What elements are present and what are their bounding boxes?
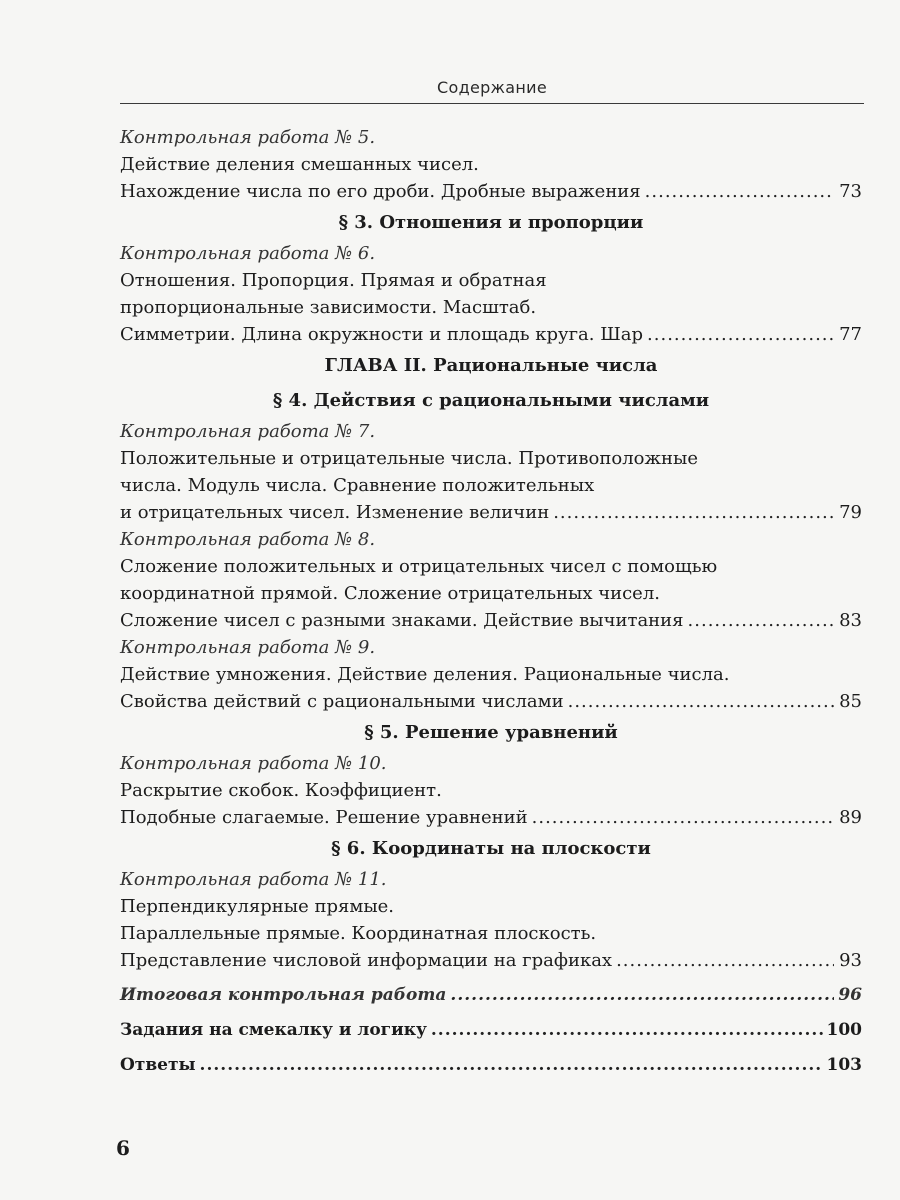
dot-leader (200, 1052, 823, 1079)
table-of-contents (120, 124, 862, 1079)
test-6-entry (120, 321, 862, 348)
test-9-title: Контрольная работа № 9. (120, 637, 376, 658)
dot-leader (532, 804, 834, 831)
test-8-line-1: Сложение положительных и отрицательных чисел с помощью (120, 556, 718, 577)
test-11-title: Контрольная работа № 11. (120, 869, 387, 890)
test-5-entry (120, 178, 862, 205)
running-head: Содержание (437, 78, 547, 97)
dot-leader (568, 688, 834, 715)
test-6-line-2: пропорциональные зависимости. Масштаб. (120, 297, 537, 318)
section-5-heading: § 5. Решение уравнений (364, 722, 618, 743)
final-test-entry (120, 982, 862, 1009)
test-8-entry (120, 607, 862, 634)
section-6-heading: § 6. Координаты на плоскости (331, 838, 651, 859)
answers-page: 103 (826, 1055, 862, 1075)
test-8-page: 83 (839, 610, 862, 631)
spacer (120, 974, 862, 982)
test-10-page: 89 (839, 807, 862, 828)
dot-leader (647, 321, 834, 348)
test-10-line-1: Раскрытие скобок. Коэффициент. (120, 780, 442, 801)
test-6-page: 77 (839, 324, 862, 345)
test-8-title: Контрольная работа № 8. (120, 529, 376, 550)
answers-entry (120, 1052, 862, 1079)
test-10-title: Контрольная работа № 10. (120, 753, 387, 774)
test-11-line-3: Представление числовой информации на графиках (120, 950, 613, 971)
test-11-line-1: Перпендикулярные прямые. (120, 896, 395, 917)
test-11-line-2: Параллельные прямые. Координатная плоскость. (120, 923, 597, 944)
test-10-entry (120, 804, 862, 831)
puzzles-title: Задания на смекалку и логику (120, 1020, 427, 1040)
section-3-heading: § 3. Отношения и пропорции (338, 212, 644, 233)
test-8-line-3: Сложение чисел с разными знаками. Действие вычитания (120, 610, 684, 631)
test-7-line-1: Положительные и отрицательные числа. Противоположные (120, 448, 698, 469)
dot-leader (616, 947, 834, 974)
test-6-title: Контрольная работа № 6. (120, 243, 376, 264)
test-7-entry (120, 499, 862, 526)
test-11-entry (120, 947, 862, 974)
answers-title: Ответы (120, 1055, 196, 1075)
puzzles-entry (120, 1017, 862, 1044)
puzzles-page: 100 (826, 1020, 862, 1040)
test-9-line-2: Свойства действий с рациональными числами (120, 691, 564, 712)
dot-leader (450, 982, 834, 1009)
dot-leader (645, 178, 834, 205)
test-7-page: 79 (839, 502, 862, 523)
test-7-line-3: и отрицательных чисел. Изменение величин (120, 502, 550, 523)
test-7-line-2: числа. Модуль числа. Сравнение положительных (120, 475, 595, 496)
section-4-heading: § 4. Действия с рациональными числами (272, 390, 710, 411)
dot-leader (431, 1017, 823, 1044)
final-test-title: Итоговая контрольная работа (120, 985, 447, 1005)
header-rule (120, 103, 864, 104)
spacer (120, 1044, 862, 1052)
test-5-page: 73 (839, 181, 862, 202)
test-5-line-1: Действие деления смешанных чисел. (120, 154, 479, 175)
test-8-line-2: координатной прямой. Сложение отрицательных чисел. (120, 583, 660, 604)
test-6-line-3: Симметрии. Длина окружности и площадь круга. Шар (120, 324, 644, 345)
test-9-page: 85 (839, 691, 862, 712)
test-9-line-1: Действие умножения. Действие деления. Рациональные числа. (120, 664, 730, 685)
test-11-page: 93 (839, 950, 862, 971)
test-10-line-2: Подобные слагаемые. Решение уравнений (120, 807, 528, 828)
final-test-page: 96 (838, 985, 862, 1005)
dot-leader (688, 607, 834, 634)
test-5-title: Контрольная работа № 5. (120, 127, 376, 148)
test-5-line-2: Нахождение числа по его дроби. Дробные выражения (120, 181, 641, 202)
chapter-2-heading: ГЛАВА II. Рациональные числа (324, 355, 658, 376)
page-number: 6 (116, 1136, 130, 1160)
test-7-title: Контрольная работа № 7. (120, 421, 376, 442)
test-6-line-1: Отношения. Пропорция. Прямая и обратная (120, 270, 547, 291)
test-9-entry (120, 688, 862, 715)
dot-leader (553, 499, 834, 526)
spacer (120, 1009, 862, 1017)
